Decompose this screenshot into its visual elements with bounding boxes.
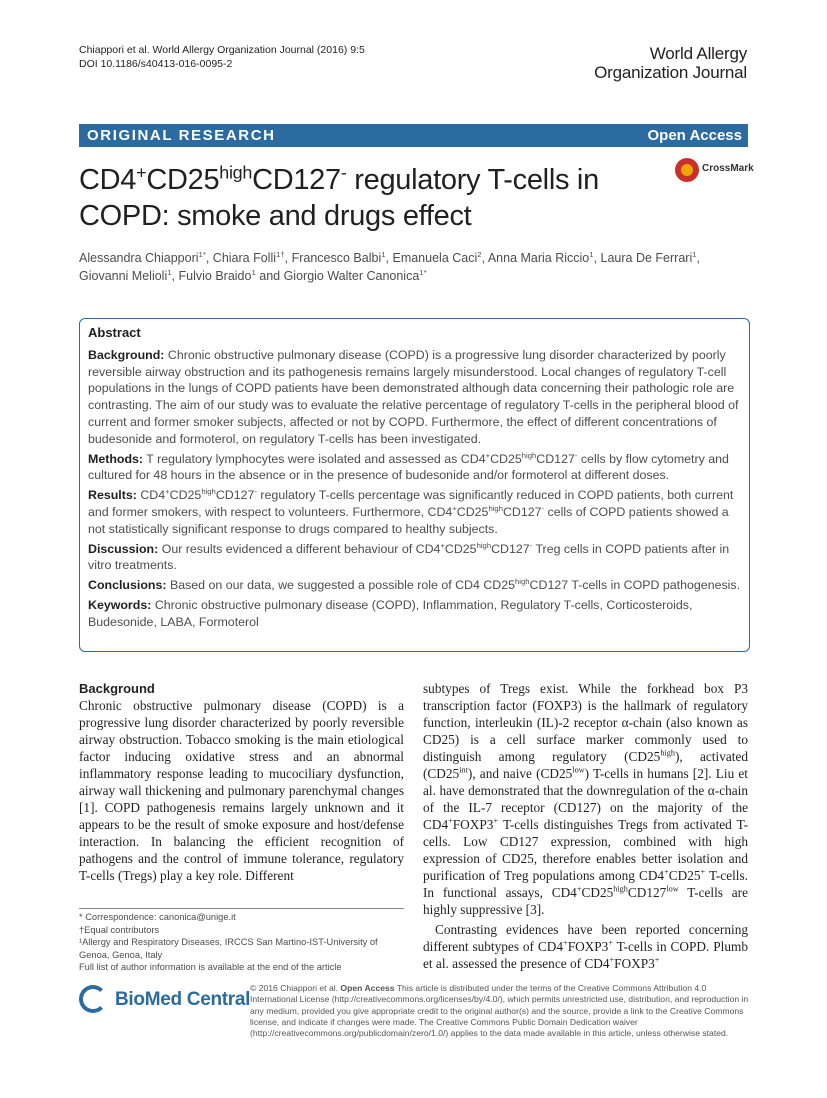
license-open-access: Open Access: [340, 983, 395, 993]
abstract-conclusions: [88, 577, 741, 594]
sup: high: [515, 577, 530, 587]
biomed-central-logo-icon: [79, 985, 107, 1013]
citation: [79, 43, 365, 71]
sup: +: [448, 816, 453, 826]
body-text: FOXP3: [614, 956, 655, 971]
author-affiliation-mark: 1†: [276, 249, 285, 259]
abstract-text: Treg cells in COPD patients after in vitro treatments.: [88, 541, 730, 573]
abstract-text: regulatory T-cells percentage was significantly reduced in COPD patients, both current and former smokers, with respect to volunteers. Furthermore, CD4: [88, 488, 734, 519]
author-name: Alessandra Chiappori: [79, 251, 199, 265]
abstract-text: CD127: [536, 451, 575, 466]
sup: +: [608, 938, 613, 948]
body-paragraph: Chronic obstructive pulmonary disease (COPD) is a progressive lung disorder characterized by poorly reversible airway obstruction. Tobacco smoking is the main etiological factor inducing oxidative stress and an abnormal inflammatory response leading to mucociliary dysfunction, airway wall thickening and pulmonary parenchymal changes [1]. COPD pathogenesis remains largely unknown and it appears to be the result of smoke exposure and host/defense interaction. In balancing the efficient recognition of pathogens and the control of immune tolerance, regulatory T-cells (Tregs) play a key role. Different: [79, 698, 404, 883]
title-sup: -: [340, 162, 347, 183]
abstract-section-label: Results:: [88, 488, 137, 503]
sup: -: [254, 487, 257, 497]
author-name: Francesco Balbi: [291, 251, 382, 265]
journal-logo-line-2: Organization Journal: [594, 63, 747, 82]
sup: +: [700, 867, 706, 877]
author-info-note: Full list of author information is available at the end of the article: [79, 962, 342, 973]
title-sup: +: [136, 162, 147, 183]
sup: high: [613, 884, 628, 894]
sup: +: [576, 884, 582, 894]
author-affiliation-mark: 1: [381, 249, 386, 259]
body-text: CD127: [627, 885, 667, 900]
abstract-text: cells by flow cytometry and cultured for 48 hours in the absence or in the presence of budesonide and/or formoterol at different doses.: [88, 451, 729, 483]
sup: high: [201, 487, 216, 497]
author-affiliation-mark: 2: [477, 249, 482, 259]
abstract-text: Based on our data, we suggested a possible role of CD4 CD25: [169, 578, 516, 593]
footnotes: [79, 911, 409, 974]
license-text: [250, 983, 750, 1039]
author-affiliation-mark: 1: [589, 249, 594, 259]
title-sup: high: [219, 162, 253, 183]
title-part: CD4: [79, 164, 137, 196]
abstract-keywords: [88, 597, 741, 631]
crossmark-badge[interactable]: [675, 158, 755, 186]
sup: high: [521, 450, 537, 460]
license-part: This article is distributed under the terms of the Creative Commons Attribution 4.0 International License (http://creativecommons.org/licenses/by/4.0/), which permits unrestricted use, distribution, and reproduction in any medium, provided you give appropriate credit to the original author(s) and the source, provide a link to the Creative Commons license, and indicate if changes were made. The Creative Commons Public Domain Dedication waiver (http://creativecommons.org/publicdomain/zero/1.0/) applies to the data made available in this article, unless otherwise stated.: [250, 983, 749, 1039]
author-name: Giovanni Melioli: [79, 268, 168, 283]
abstract-section-label: Background:: [88, 347, 165, 362]
author-name: Chiara Folli: [212, 251, 277, 265]
abstract-text: Our results evidenced a different behaviour of CD4: [161, 541, 441, 556]
abstract-text: CD127 T-cells in COPD pathogenesis.: [529, 578, 741, 593]
abstract-text: CD25: [169, 488, 202, 503]
sup: high: [488, 503, 503, 513]
biomed-central-logo: [79, 983, 251, 1021]
abstract-text: CD25: [456, 504, 489, 519]
body-text: T-cells in COPD. Plumb et al. assessed the presence of CD4: [423, 939, 748, 971]
sup: +: [452, 503, 457, 513]
abstract-section-label: Conclusions:: [88, 578, 167, 593]
sup: -: [541, 503, 545, 513]
crossmark-label: CrossMark: [702, 163, 754, 174]
author-name: Anna Maria Riccio: [487, 251, 590, 265]
affiliation-note: ¹Allergy and Respiratory Diseases, IRCCS San Martino-IST-University of Genoa, Genoa, Italy: [79, 937, 378, 960]
crossmark-icon: [675, 158, 699, 182]
body-text: FOXP3: [452, 817, 494, 832]
author-name: Emanuela Caci: [392, 251, 478, 265]
license-part: © 2016 Chiappori et al.: [250, 983, 341, 993]
body-text: CD25: [581, 885, 614, 900]
body-text: ), activated (CD25: [423, 749, 748, 781]
sup: -: [529, 540, 533, 550]
abstract-section-label: Keywords:: [88, 597, 152, 612]
body-column-left: [79, 680, 404, 884]
abstract-background: [88, 347, 741, 448]
sup: +: [485, 450, 491, 460]
open-access-label: Open Access: [647, 127, 742, 144]
author-affiliation-mark: 1: [167, 267, 172, 277]
author-affiliation-mark: 1: [251, 267, 256, 277]
title-part: regulatory T-cells in COPD: smoke and drugs effect: [79, 164, 599, 232]
abstract-discussion: [88, 541, 741, 575]
abstract-text: CD4: [140, 488, 166, 503]
doi-link[interactable]: DOI 10.1186/s40413-016-0095-2: [79, 58, 233, 70]
author-list: Alessandra Chiappori$^{1*}$, Chiara Folli$^{1\dagger}$, Francesco Balbi$^1$, Emanuela Caci$^2$, Anna Maria Riccio$^1$, Laura De Ferrari$^1$, Giovanni Melioli$^1$, Fulvio Braido$^1$ and Giorgio Walter Canonica$^{1*}$: [79, 249, 701, 283]
body-paragraph: [423, 680, 748, 918]
author-name: Laura De Ferrari: [600, 251, 693, 265]
correspondence-email[interactable]: * Correspondence: canonica@unige.it: [79, 912, 236, 922]
abstract-text: cells of COPD patients showed a not statistically significant response to drugs compared to healthy subjects.: [88, 504, 729, 536]
abstract-text: CD127: [502, 504, 542, 519]
section-heading-background: Background: [79, 681, 155, 696]
abstract-section-label: Methods:: [88, 451, 144, 466]
body-text: Contrasting evidences have been reported concerning different subtypes of CD4: [423, 922, 748, 954]
abstract-section-text: Chronic obstructive pulmonary disease (COPD) is a progressive lung disorder characterized by poorly reversible airway obstruction and its pathogenesis remains largely misunderstood. Local changes of regulatory T-cell populations in the lungs of COPD patients have been demonstrated although data concerning their pathologic role are contrasting. The aim of our study was to evaluate the relative percentage of regulatory T-cells in the peripheral blood of current and former smoker subjects, affected or not by COPD. Furthermore, the effect of different concentrations of budesonide and formoterol, on regulatory T-cells has been investigated.: [88, 347, 739, 446]
abstract-text: CD127: [215, 488, 255, 503]
sup: +: [440, 540, 445, 550]
sup: low: [666, 884, 679, 894]
abstract-text: Chronic obstructive pulmonary disease (COPD), Inflammation, Regulatory T-cells, Corticosteroids, Budesonide, LABA, Formoterol: [88, 597, 693, 629]
footnote-divider: [79, 908, 404, 909]
body-text: T-cells are highly suppressive [3].: [423, 885, 748, 917]
sup: low: [572, 765, 585, 775]
abstract-box: [79, 318, 750, 652]
citation-line-1: Chiappori et al. World Allergy Organization Journal (2016) 9:5: [79, 44, 365, 56]
title-part: CD127: [252, 164, 341, 196]
publisher-name: BioMed Central: [115, 989, 251, 1010]
sup: +: [493, 816, 499, 826]
abstract-results: [88, 487, 741, 537]
body-text: T-cells. In functional assays, CD4: [423, 868, 748, 900]
article-type-banner: [79, 124, 748, 147]
journal-logo-line-1: World Allergy: [649, 44, 747, 63]
body-text: CD25: [668, 868, 701, 883]
body-text: FOXP3: [567, 939, 609, 954]
body-text: ) T-cells in humans [2]. Liu et al. have demonstrated that the downregulation of the α-chain of the IL-7 receptor (CD127) on the majority of the CD4: [423, 766, 748, 832]
equal-contributors-note: †Equal contributors: [79, 924, 160, 935]
article-type-label: ORIGINAL RESEARCH: [87, 127, 276, 144]
abstract-text: T regulatory lymphocytes were isolated and assessed as CD4: [146, 451, 486, 466]
body-paragraph: [423, 921, 748, 972]
sup: +: [609, 955, 615, 965]
journal-logo: [594, 44, 747, 82]
body-text: T-cells distinguishes Tregs from activated T-cells. Low CD127 expression, combined with high expression of CD25, therefore enables better isolation and purification of Treg populations among CD4: [423, 817, 748, 883]
sup: high: [660, 748, 675, 758]
author-affiliation-mark: 1: [692, 249, 697, 259]
body-column-right: [423, 680, 748, 972]
sup: high: [476, 540, 492, 550]
sup: +: [664, 867, 669, 877]
author-name: Giorgio Walter Canonica: [283, 268, 420, 283]
article-title: [79, 162, 669, 234]
abstract-heading: Abstract: [88, 325, 141, 340]
body-text: ), and naive (CD25: [467, 766, 573, 781]
sup: +: [654, 955, 660, 965]
abstract-section-label: Discussion:: [88, 541, 159, 556]
abstract-methods: [88, 451, 741, 485]
author-affiliation-mark: 1*: [419, 267, 427, 277]
sup: -: [574, 450, 578, 460]
sup: +: [563, 938, 568, 948]
abstract-text: CD25: [444, 541, 477, 556]
sup: +: [165, 487, 170, 497]
abstract-text: CD127: [491, 541, 530, 556]
author-affiliation-mark: 1*: [198, 249, 206, 259]
author-name: Fulvio Braido: [178, 268, 252, 283]
sup: int: [459, 765, 468, 775]
abstract-text: CD25: [490, 451, 522, 466]
body-text: subtypes of Tregs exist. While the forkhead box P3 transcription factor (FOXP3) is the hallmark of regulatory function, interleukin (IL)-2 receptor α-chain (also known as CD25) is a cell surface marker commonly used to distinguish among regulatory (CD25: [423, 681, 748, 764]
title-part: CD25: [146, 164, 220, 196]
